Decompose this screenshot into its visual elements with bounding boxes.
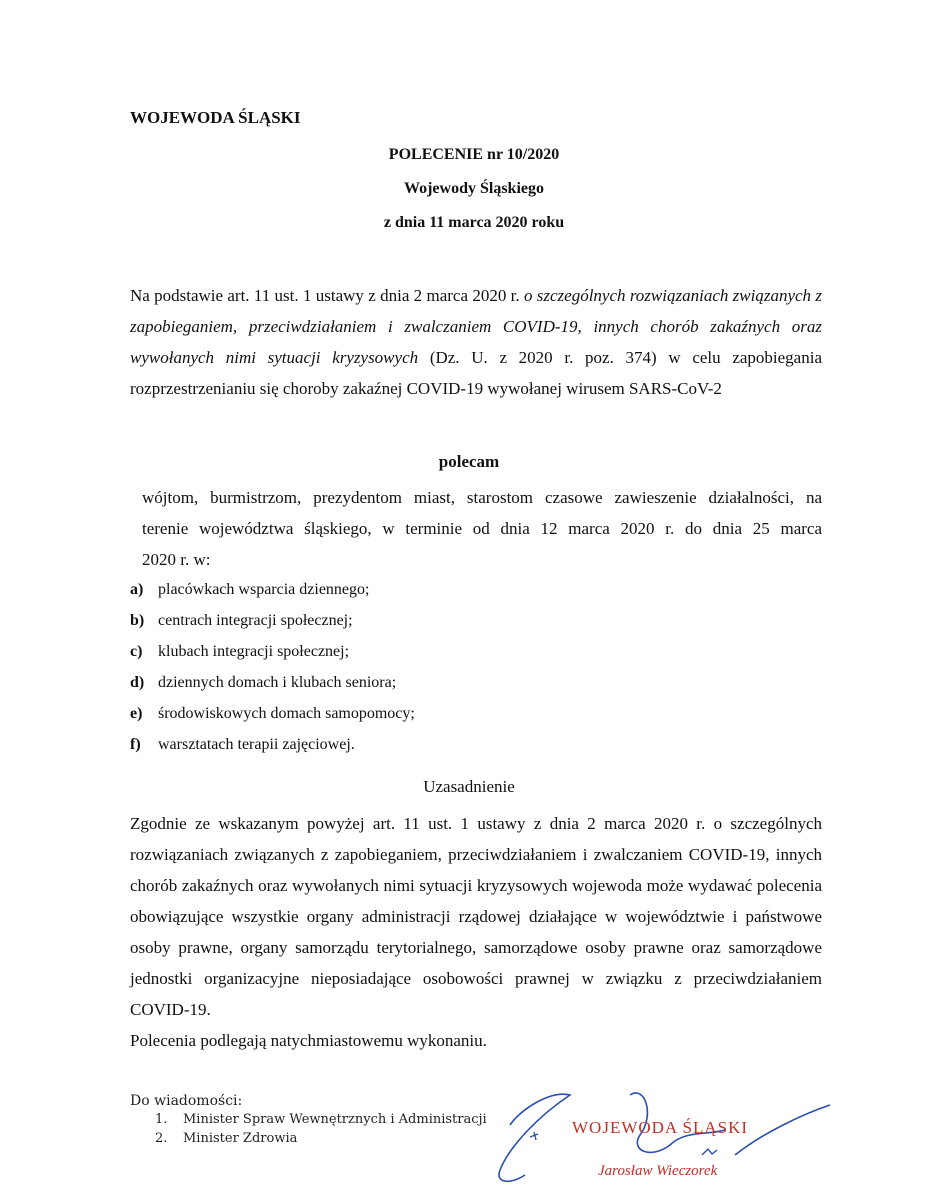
recipient-name: Minister Zdrowia xyxy=(183,1131,298,1146)
list-item-label: a) xyxy=(130,581,144,598)
official-stamp-name: Jarosław Wieczorek xyxy=(598,1163,718,1179)
list-item xyxy=(130,674,396,692)
document-title: POLECENIE nr 10/2020 xyxy=(388,146,560,163)
order-intro xyxy=(142,482,822,575)
act-title: o szczególnych rozwiązaniach związanych z zapobieganiem, przeciwdziałaniem i zwalczaniem COVID-19, innych chorób zakaźnych oraz wywołanych nimi sytuacji kryzysowych xyxy=(130,286,822,367)
recipient-number: 1. xyxy=(155,1112,168,1127)
justification-closing: Polecenia podlegają natychmiastowemu wykonaniu. xyxy=(130,1031,487,1050)
justification-body: Zgodnie ze wskazanym powyżej art. 11 ust. 1 ustawy z dnia 2 marca 2020 r. o szczególnych rozwiązaniach związanych z zapobieganiem, przeciwdziałaniem i zwalczaniem COVID-19, innych chorób zakaźnych oraz wywołanych nimi sytuacji kryzysowych wojewoda może wydawać polecenia obowiązujące wszystkie organy administracji rządowej działające w województwie i państwowe osoby prawne, organy samorządu terytorialnego, samorządowe osoby prawne oraz samorządowe jednostki organizacyjne nieposiadające osobowości prawnej w związku z przeciwdziałaniem COVID-19. xyxy=(130,814,822,1019)
signature-stroke xyxy=(702,1149,717,1155)
order-intro-line-1: wójtom, burmistrzom, prezydentom miast, starostom czasowe zawieszenie działalności, na xyxy=(142,488,822,507)
signature-stroke xyxy=(499,1094,570,1181)
order-intro-line-2: terenie województwa śląskiego, w terminie od dnia 12 marca 2020 r. do dnia 25 marca xyxy=(142,519,822,538)
list-item-label: d) xyxy=(130,674,145,691)
official-stamp-title: WOJEWODA ŚLĄSKI xyxy=(572,1118,749,1137)
list-item xyxy=(130,705,415,723)
list-item-text: centrach integracji społecznej; xyxy=(158,612,353,629)
signature-stroke xyxy=(530,1132,538,1140)
list-item xyxy=(130,736,355,754)
list-item-label: c) xyxy=(130,643,143,660)
recipient-item xyxy=(155,1112,487,1131)
signature-stroke xyxy=(735,1105,830,1155)
order-intro-line-3: 2020 r. w: xyxy=(142,550,211,569)
justification-heading: Uzasadnienie xyxy=(423,777,515,796)
list-item-text: klubach integracji społecznej; xyxy=(158,643,350,660)
list-item-text: placówkach wsparcia dziennego; xyxy=(158,581,370,598)
list-item xyxy=(130,643,349,661)
list-item-label: b) xyxy=(130,612,145,629)
list-item-text: warsztatach terapii zajęciowej. xyxy=(158,736,355,753)
order-heading: polecam xyxy=(438,452,500,471)
list-item-text: dziennych domach i klubach seniora; xyxy=(158,674,397,691)
list-item xyxy=(130,612,353,630)
legal-basis-tail: (Dz. U. z 2020 r. poz. 374) w celu zapobiegania rozprzestrzenianiu się choroby zakaźnej COVID-19 wywołanej wirusem SARS-CoV-2 xyxy=(130,348,822,398)
recipient-number: 2. xyxy=(155,1131,168,1146)
recipient-name: Minister Spraw Wewnętrznych i Administracji xyxy=(183,1112,487,1127)
list-item-text: środowiskowych domach samopomocy; xyxy=(158,705,415,722)
legal-basis-paragraph xyxy=(130,280,822,404)
recipient-list xyxy=(155,1112,487,1150)
list-item-label: f) xyxy=(130,736,141,753)
list-item xyxy=(130,581,369,599)
document-date: z dnia 11 marca 2020 roku xyxy=(383,214,565,231)
legal-basis-lead: Na podstawie art. 11 ust. 1 ustawy z dnia 2 marca 2020 r. xyxy=(130,286,524,305)
list-item-label: e) xyxy=(130,705,143,722)
document-subtitle: Wojewody Śląskiego xyxy=(403,180,544,197)
notice-label: Do wiadomości: xyxy=(130,1093,243,1109)
recipient-item xyxy=(155,1131,487,1150)
issuer-heading: WOJEWODA ŚLĄSKI xyxy=(130,108,301,127)
